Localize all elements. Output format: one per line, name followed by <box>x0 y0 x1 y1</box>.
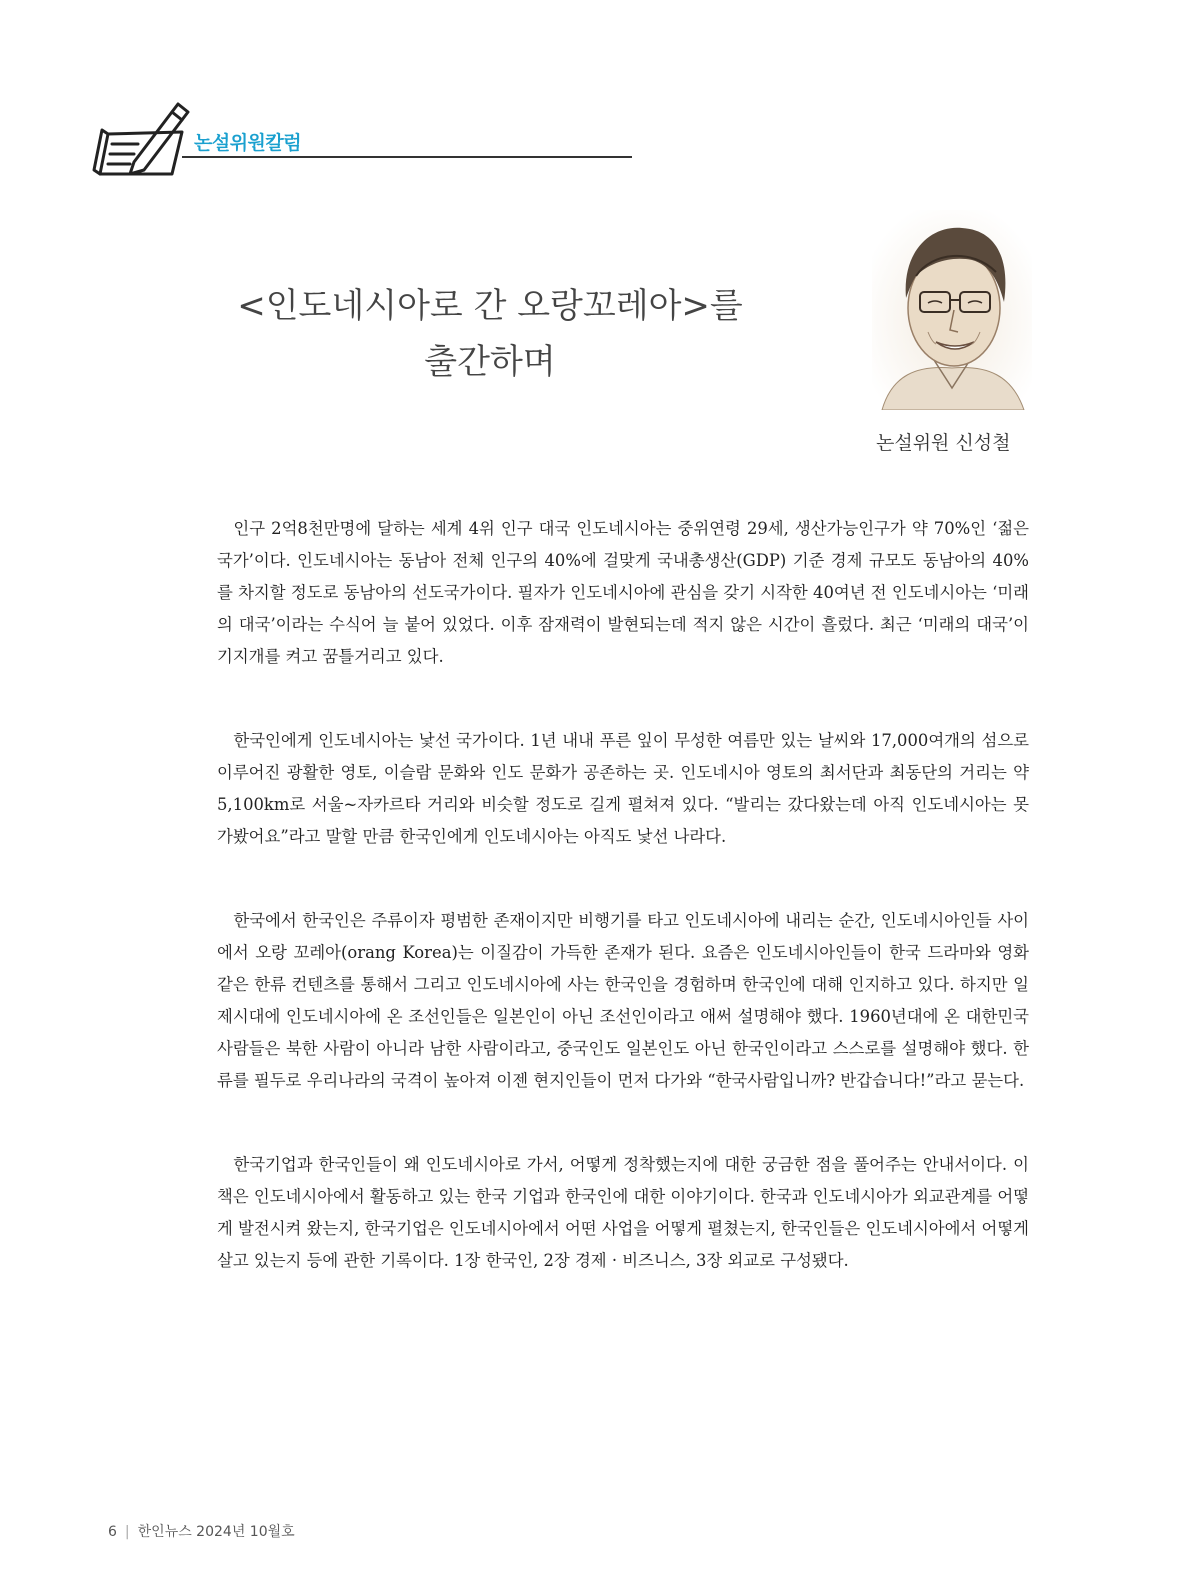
paragraph: 한국인에게 인도네시아는 낯선 국가이다. 1년 내내 푸른 잎이 무성한 여름만 있는 날씨와 17,000여개의 섬으로 이루어진 광활한 영토, 이슬람 문화와 인도 문화가 공존하는 곳. 인도네시아 영토의 최서단과 최동단의 거리는 약 5,100km로 서울~자카르타 거리와 비슷할 정도로 길게 펼쳐져 있다. “발리는 갔다왔는데 아직 인도네시아는 못 가봤어요”라고 말할 만큼 한국인에게 인도네시아는 아직도 낯선 나라다. <box>217 731 1030 846</box>
article-title <box>190 278 790 390</box>
title-line-2: 출간하며 <box>424 342 556 382</box>
article-body <box>217 513 1029 1329</box>
paragraph: 인구 2억8천만명에 달하는 세계 4위 인구 대국 인도네시아는 중위연령 29세, 생산가능인구가 약 70%인 ‘젊은 국가’이다. 인도네시아는 동남아 전체 인구의 40%에 걸맞게 국내총생산(GDP) 기준 경제 규모도 동남아의 40%를 차지할 정도로 동남아의 선도국가이다. 필자가 인도네시아에 관심을 갖기 시작한 40여년 전 인도네시아는 ‘미래의 대국’이라는 수식어 늘 붙어 있었다. 이후 잠재력이 발현되는데 적지 않은 시간이 흘렀다. 최근 ‘미래의 대국’이 기지개를 켜고 꿈틀거리고 있다. <box>217 519 1029 666</box>
pen-writing-icon <box>86 92 196 182</box>
footer-separator: | <box>124 1524 130 1540</box>
publication-name: 한인뉴스 2024년 10월호 <box>137 1524 295 1540</box>
paragraph: 한국기업과 한국인들이 왜 인도네시아로 가서, 어떻게 정착했는지에 대한 궁금한 점을 풀어주는 안내서이다. 이 책은 인도네시아에서 활동하고 있는 한국 기업과 한국인에 대한 이야기이다. 한국과 인도네시아가 외교관계를 어떻게 발전시켜 왔는지, 한국기업은 인도네시아에서 어떤 사업을 어떻게 펼쳤는지, 한국인들은 인도네시아에서 어떻게 살고 있는지 등에 관한 기록이다. 1장 한국인, 2장 경제 · 비즈니스, 3장 외교로 구성됐다. <box>217 1155 1029 1270</box>
paragraph: 한국에서 한국인은 주류이자 평범한 존재이지만 비행기를 타고 인도네시아에 내리는 순간, 인도네시아인들 사이에서 오랑 꼬레아(orang Korea)는 이질감이 가득한 존재가 된다. 요즘은 인도네시아인들이 한국 드라마와 영화 같은 한류 컨텐츠를 통해서 그리고 인도네시아에 사는 한국인을 경험하며 한국인에 대해 인지하고 있다. 하지만 일제시대에 인도네시아에 온 조선인들은 일본인이 아닌 조선인이라고 애써 설명해야 했다. 1960년대에 온 대한민국 사람들은 북한 사람이 아니라 남한 사람이라고, 중국인도 일본인도 아닌 한국인이라고 스스로를 설명해야 했다. 한류를 필두로 우리나라의 국격이 높아져 이젠 현지인들이 먼저 다가와 “한국사람입니까? 반갑습니다!”라고 묻는다. <box>217 911 1029 1090</box>
page-footer <box>108 1521 295 1541</box>
title-line-1: <인도네시아로 간 오랑꼬레아>를 <box>237 286 743 326</box>
page-number: 6 <box>108 1524 117 1540</box>
author-byline: 논설위원 신성철 <box>876 432 1011 454</box>
column-header <box>86 92 536 182</box>
header-rule <box>182 156 632 158</box>
author-portrait <box>872 210 1032 410</box>
section-label: 논설위원칼럼 <box>194 132 302 154</box>
